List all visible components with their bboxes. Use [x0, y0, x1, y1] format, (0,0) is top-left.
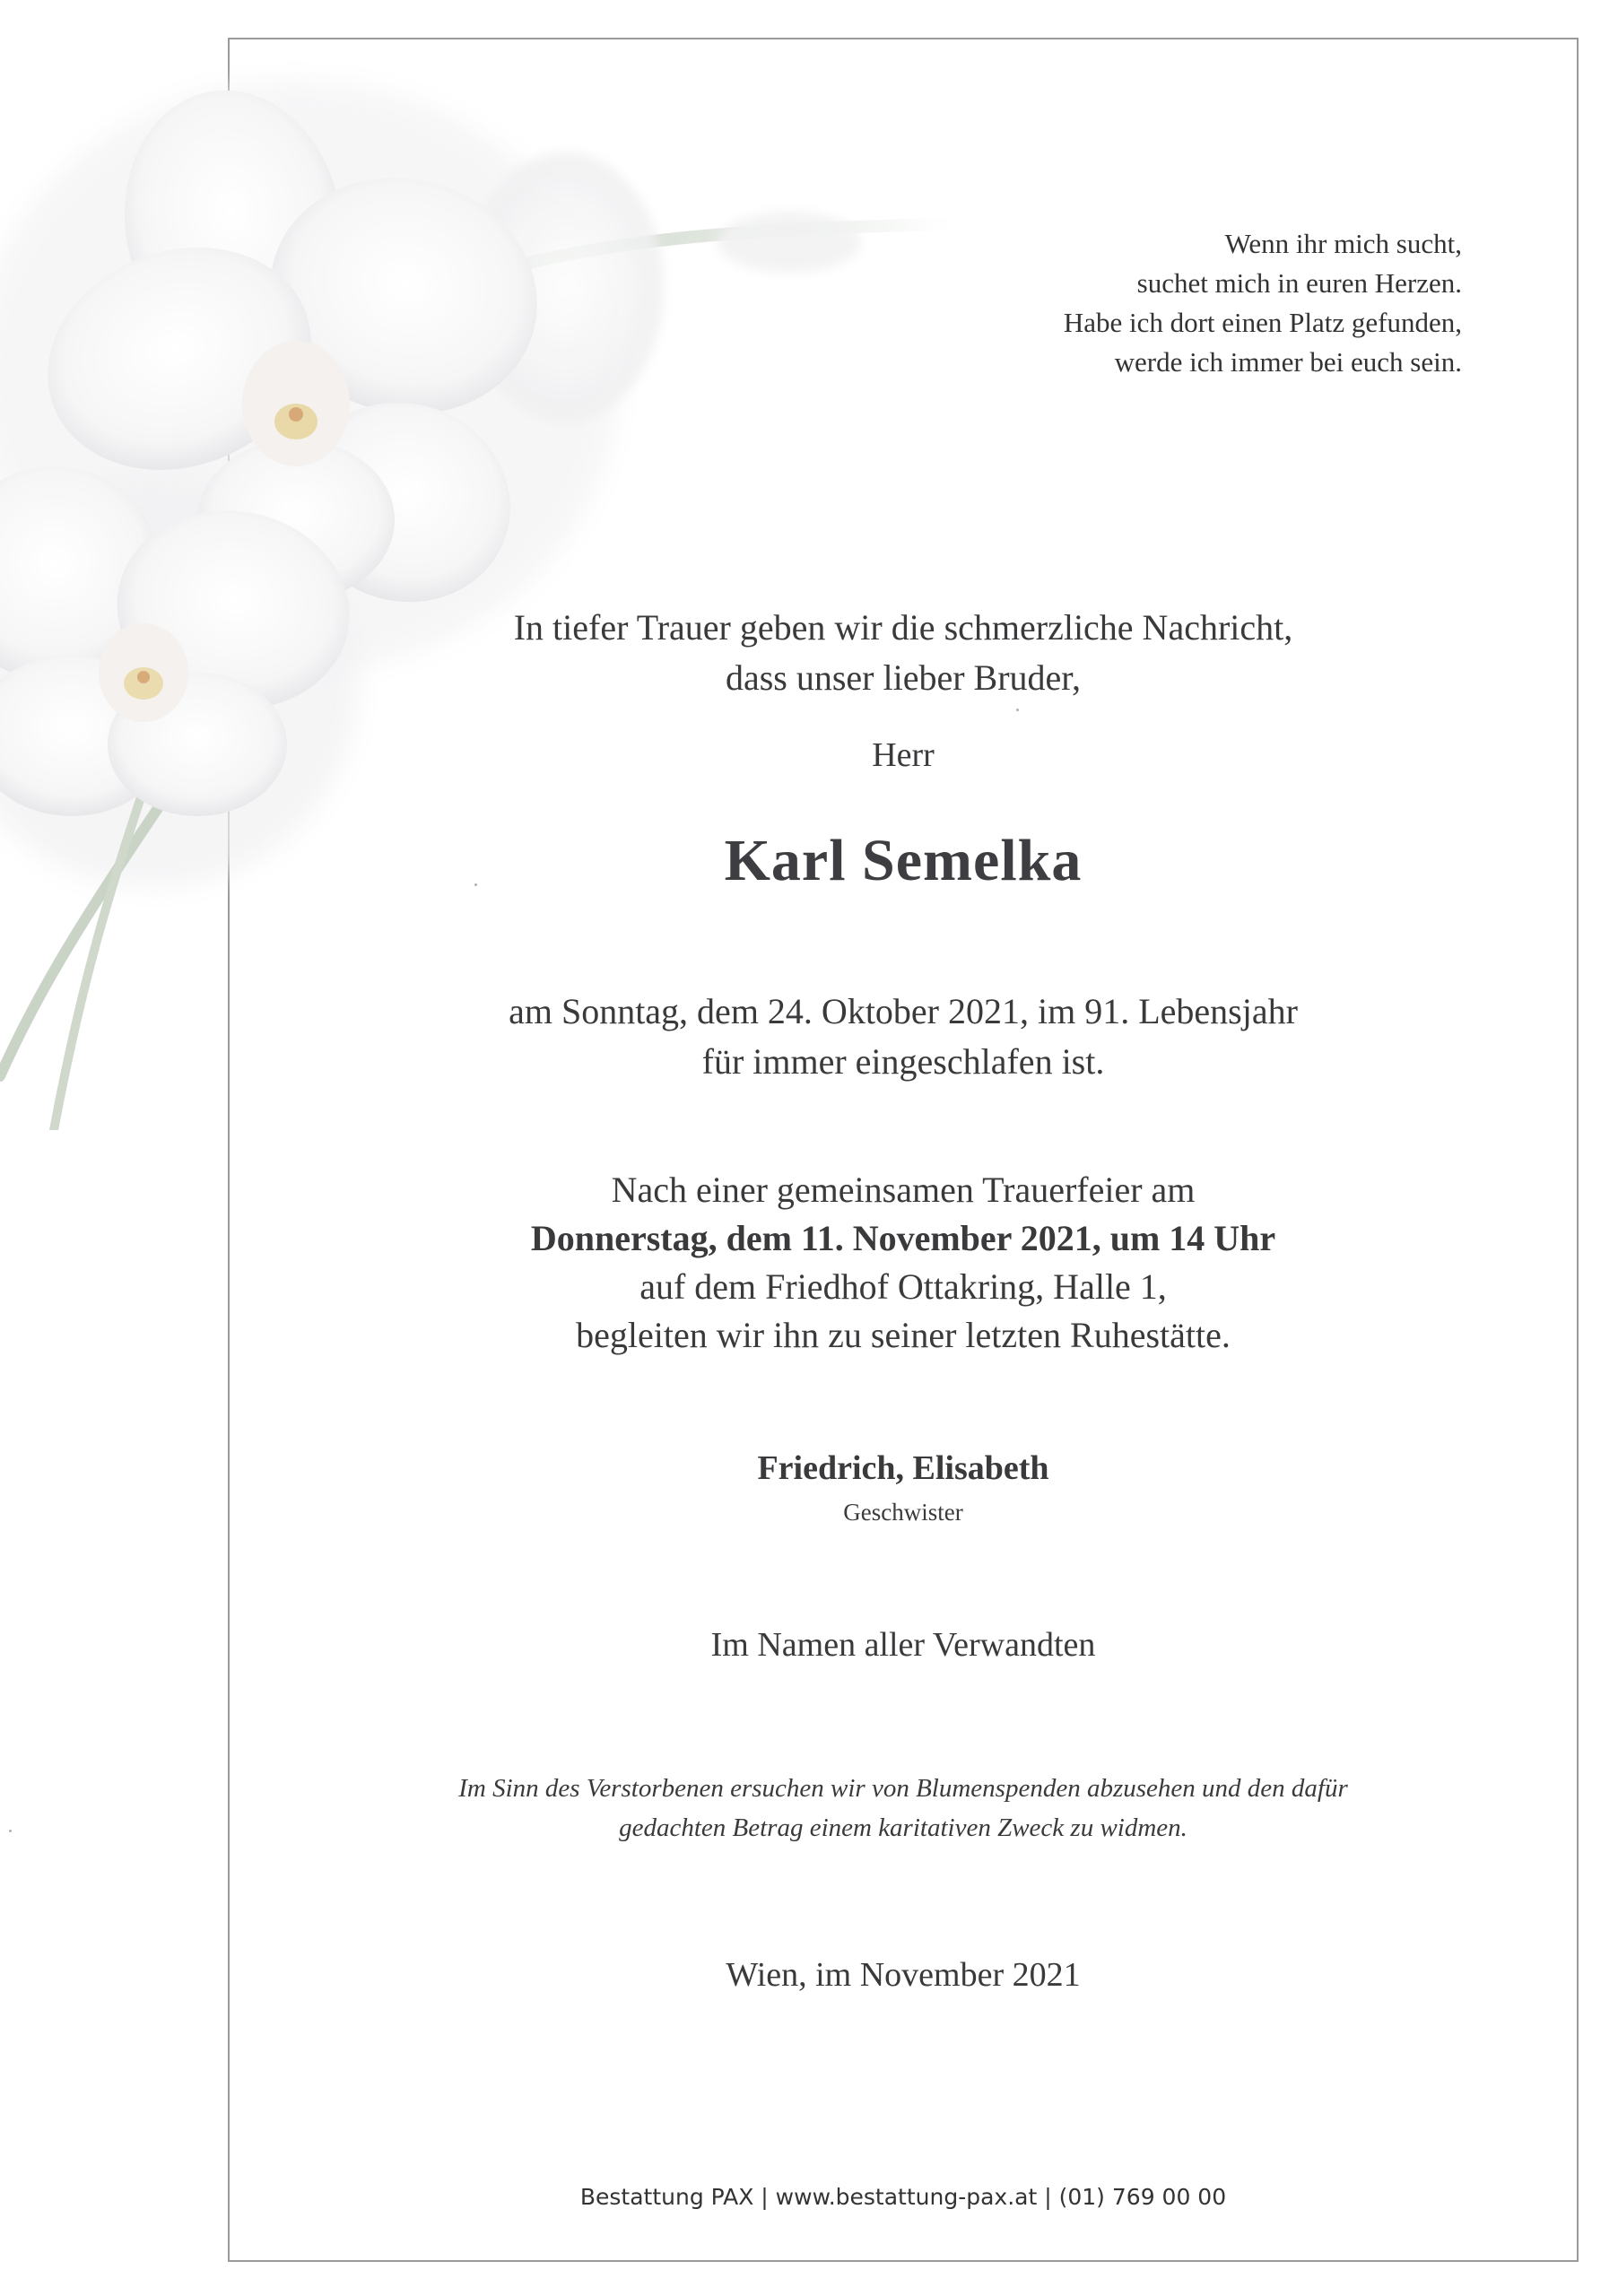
poem-line: Habe ich dort einen Platz gefunden,: [1063, 307, 1462, 338]
donation-request: [228, 1769, 1579, 1848]
scan-speck: [1016, 709, 1019, 711]
death-notice-line: am Sonntag, dem 24. Oktober 2021, im 91. Lebensjahr: [509, 991, 1298, 1031]
donation-request-line: Im Sinn des Verstorbenen ersuchen wir von Blumenspenden abzusehen und den dafür: [458, 1774, 1348, 1803]
donation-request-line: gedachten Betrag einem karitativen Zweck zu widmen.: [619, 1813, 1187, 1842]
announcement: [228, 603, 1579, 703]
place-date: Wien, im November 2021: [726, 1956, 1081, 1994]
orchid-illustration: [0, 0, 987, 1130]
ceremony-line: begleiten wir ihn zu seiner letzten Ruhestätte.: [576, 1315, 1231, 1355]
poem-line: werde ich immer bei euch sein.: [1114, 346, 1462, 378]
mourner-relation: Geschwister: [843, 1499, 963, 1526]
poem-line: Wenn ihr mich sucht,: [1224, 228, 1462, 259]
ceremony-line: auf dem Friedhof Ottakring, Halle 1,: [639, 1266, 1167, 1307]
mourner-names: Friedrich, Elisabeth: [757, 1449, 1049, 1487]
relatives-line: Im Namen aller Verwandten: [710, 1626, 1096, 1664]
deceased-name: Karl Semelka: [724, 828, 1083, 893]
death-notice: [228, 987, 1579, 1087]
deceased-title: Herr: [872, 736, 935, 774]
scan-speck: [9, 1830, 12, 1832]
scan-speck: [474, 883, 477, 886]
announcement-line: dass unser lieber Bruder,: [725, 657, 1082, 698]
announcement-line: In tiefer Trauer geben wir die schmerzliche Nachricht,: [513, 607, 1293, 648]
death-notice-line: für immer eingeschlafen ist.: [701, 1041, 1105, 1082]
ceremony-line: Nach einer gemeinsamen Trauerfeier am: [611, 1170, 1196, 1210]
ceremony-info: [228, 1166, 1579, 1360]
poem-line: suchet mich in euren Herzen.: [1136, 267, 1462, 299]
ceremony-date: Donnerstag, dem 11. November 2021, um 14 Uhr: [530, 1218, 1276, 1258]
funeral-home-footer: Bestattung PAX | www.bestattung-pax.at | (01) 769 00 00: [579, 2184, 1227, 2210]
poem: [1064, 224, 1462, 382]
